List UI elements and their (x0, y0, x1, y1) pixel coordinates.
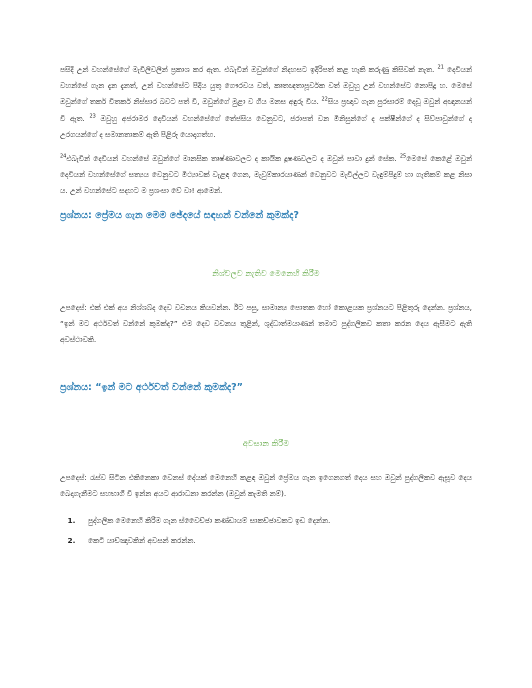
verse-text: පසිදි උන් වහන්සේගේ මැවිලිවලින් ප්‍රකාශ කර ඇත. එබැවින් ඔවුන්ගේ නිදහසට ඉදිරිපත් කළ හැකි කරුණු කිසිවක් නැත. (60, 65, 435, 74)
verse-text: මෙසේ කෙළේ ඔවුන් දෙවියන් වහන්සේගේ සත්‍යය වෙනුවට මිථ්‍යාවක් වැළඳ ගෙන, මැවුම්කාරයාණන් වෙනුවට මැවිල්ලට වැඳුම්පිදුම් හා ගැතිකම් කළ නිසා ය. උන් වහන්සේට සදහට ම ප්‍රශංසා වේ වා! ආමෙන්. (60, 154, 472, 196)
verse-text: සිය ප්‍රඥාව ගැන පුරසාරම් දෙඩූ ඔවුන් අඥානයන් වී ඇත. (60, 97, 473, 123)
list-item: 1. පුද්ගලික මෙනෙහි කිරීම ගැන ස්වෛච්ඡා කණ්ඩායම් සාකච්ඡාවකට ඉඩ දෙන්න. (78, 511, 472, 531)
scripture-paragraph-2 (60, 151, 472, 200)
verse-number: 24 (60, 153, 67, 160)
verse-text: ඔවුහු අජරාමර දෙවියන් වහන්සේගේ තේජසිය වෙනුවට, ජරාපත් වන මිනිසුන්ගේ ද පක්ෂීන්ගේ ද සිව්පාවුන්ගේ ද උරගයන්ගේ ද සමානතාකම් ඇති පිළිරූ යොදාගත්හ. (60, 113, 472, 139)
question-1: ප්‍රශ්නය: ප්‍රේමය ගැන මෙම ඡේදයේ සඳහන් වන්නේ කුමක්ද? (60, 209, 299, 221)
section-heading-closing: අවසාන කිරීම (242, 438, 290, 449)
instruction-paragraph-2: උපදෙස්: රැස්ව සිටින එකිනෙකා වෙනස් දේයක් මෙනෙහි කළඳ ඔවුන් ප්‍රේමය ගැන ඉගෙනගත් දෙය සහ ඔවුන් පුද්ගලිකව ඇසූව දෙය බෙදාගැනීමට සහභාගී වී ඉන්න අයට ආරාධනා කරන්න (ඔවුන් කැමති නම්). (60, 473, 472, 499)
verse-text: දෙවියන් වහන්සේ ගැන දැන දැනත්, උන් වහන්සේට පිදිය යුතු ගෞරවය වත්, කෘතඥතාපූර්වක වත් ඔවුහු උන් වහන්සේට නොපිදූ හ. මෙසේ ඔවුන්ගේ තර්ක විතර්ක නිස්සාර බවට පත් වී, ඔවුන්ගේ මුළා ව ගිය මනස අඳුරු විය. (60, 65, 472, 107)
question-2: ප්‍රශ්නය: “ඉන් මට අර්ථවත් වන්නේ කුමක්ද?” (60, 382, 243, 394)
section-heading-meditation: නිශ්චලව නැතිව මෙනෙහි කිරීම (212, 267, 320, 278)
verse-number: 22 (321, 96, 328, 103)
scripture-paragraph-1 (60, 62, 472, 143)
list-item: 2. කෙටි යාච්ඤාවකින් අවසන් කරන්න. (78, 531, 472, 551)
verse-number: 25 (399, 153, 407, 160)
verse-text: එබැවින් දෙවියන් වහන්සේ ඔවුන්ගේ මානසික තෘෂ්ණාවලට ද කායික දූෂණවලට ද ඔවුන් පාවා දුන් සේක. (66, 154, 397, 164)
verse-number: 23 (89, 113, 96, 120)
closing-steps-list (60, 511, 472, 551)
instruction-paragraph-1: උපදෙස්: එක් එක් අය නිශ්ශබ්ද දෙව වචනය කියවන්න. ඊට පසු, සාමාන්‍ය පොතක හෝ කොළයක ප්‍රශ්නයට පිළිතුරු දෙන්න. ප්‍රශ්නය, “ඉන් මට අර්ථවත් වන්නේ කුමක්ද?” එම දෙව වචනය තුළින්, ශුද්ධාත්මයාණන් තමාට පුද්ගලිකව කතා කරන දෙය ඇසීමට ඇති අවස්ථාවකි. (60, 302, 472, 345)
verse-number: 21 (437, 64, 444, 71)
